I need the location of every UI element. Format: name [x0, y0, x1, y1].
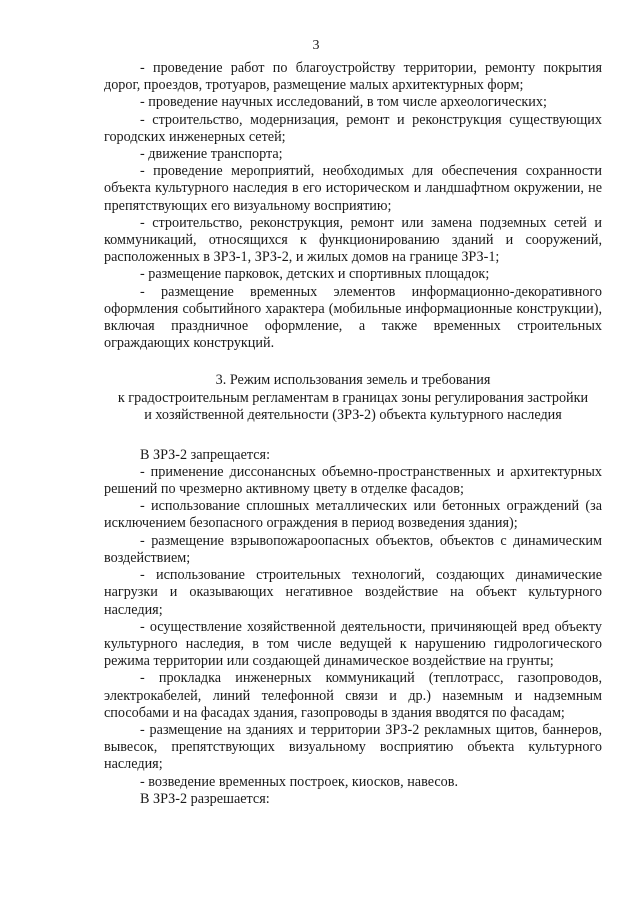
list-item: - строительство, реконструкция, ремонт или замена подземных сетей и коммуникаций, относящихся к функционированию зданий и сооружений, расположенных в ЗРЗ-1, ЗРЗ-2, и жилых домов на границе ЗРЗ-1;	[104, 214, 602, 266]
list-item: - размещение парковок, детских и спортивных площадок;	[140, 266, 490, 283]
list-item: - использование строительных технологий, создающих динамические нагрузки и оказывающих негативное воздействие на объект культурного наследия;	[104, 567, 602, 618]
list-item: - движение транспорта;	[140, 146, 283, 163]
list-item: - размещение взрывопожароопасных объектов, объектов с динамическим воздействием;	[104, 532, 602, 566]
list-item: - прокладка инженерных коммуникаций (теплотрасс, газопроводов, электрокабелей, линий телефонной связи и др.) наземным и надземным способами и на фасадах здания, газопроводы в здания вводятся по фасадам;	[104, 670, 602, 721]
list-item: - применение диссонансных объемно-пространственных и архитектурных решений по чрезмерно активному цвету в отделке фасадов;	[104, 463, 602, 498]
page-number: 3	[312, 38, 320, 53]
list-item: - строительство, модернизация, ремонт и реконструкция существующих городских инженерных сетей;	[104, 111, 602, 145]
list-item: - проведение работ по благоустройству территории, ремонту покрытия дорог, проездов, тротуаров, размещение малых архитектурных форм;	[104, 60, 602, 94]
list-item: - размещение временных элементов информационно-декоративного оформления событийного характера (мобильные информационные конструкции), включая праздничное оформление, а также временных строительных ограждающих конструкций.	[104, 283, 602, 352]
prohibited-intro: В ЗРЗ-2 запрещается:	[140, 446, 271, 463]
permitted-intro: В ЗРЗ-2 разрешается:	[140, 790, 270, 807]
section-heading-line: к градостроительным регламентам в границах зоны регулирования застройки	[117, 389, 589, 406]
list-item: - проведение научных исследований, в том числе археологических;	[140, 94, 547, 111]
section-heading	[104, 372, 602, 424]
list-item: - использование сплошных металлических или бетонных ограждений (за исключением безопасного ограждения в период возведения здания);	[104, 498, 602, 532]
list-item: - возведение временных построек, киосков, навесов.	[140, 773, 458, 790]
list-item: - осуществление хозяйственной деятельности, причиняющей вред объекту культурного наследия, в том числе ведущей к нарушению гидрологического режима территории или создающей динамическое воздействие на грунты;	[104, 618, 602, 670]
document-body	[104, 60, 602, 808]
section-heading-line: 3. Режим использования земель и требования	[215, 372, 491, 389]
list-item: - проведение мероприятий, необходимых для обеспечения сохранности объекта культурного наследия в его историческом и ландшафтном окружении, не препятствующих его визуальному восприятию;	[104, 163, 602, 214]
section-heading-line: и хозяйственной деятельности (ЗРЗ-2) объекта культурного наследия	[144, 407, 562, 424]
list-item: - размещение на зданиях и территории ЗРЗ-2 рекламных щитов, баннеров, вывесок, препятствующих визуальному восприятию объекта культурного наследия;	[104, 721, 602, 773]
